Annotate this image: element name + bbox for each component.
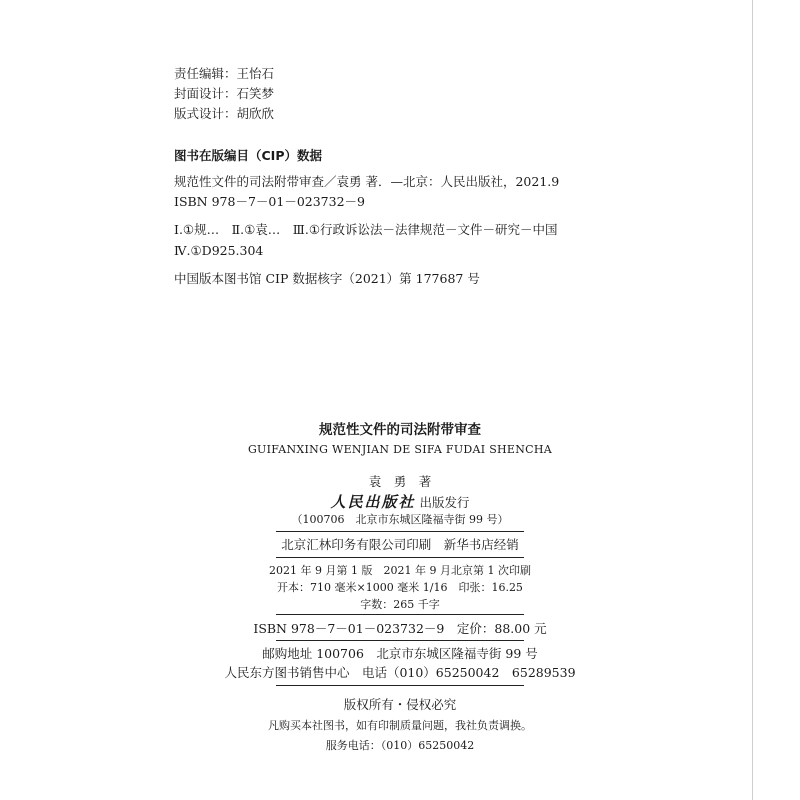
colophon-mail-address: 邮购地址 100706 北京市东城区隆福寺街 99 号 (262, 646, 538, 661)
cip-number: 中国版本图书馆 CIP 数据核字（2021）第 177687 号 (174, 271, 480, 286)
colophon-service-phone: 服务电话：（010）65250042 (325, 739, 475, 752)
credit-layout: 版式设计：胡欣欣 (174, 106, 275, 121)
colophon-publisher (0, 494, 800, 511)
colophon-pinyin: GUIFANXING WENJIAN DE SIFA FUDAI SHENCHA (247, 443, 553, 456)
colophon-word-count: 字数：265 千字 (360, 598, 440, 611)
cip-heading: 图书在版编目（CIP）数据 (174, 148, 322, 163)
publisher-suffix: 出版发行 (419, 495, 470, 510)
colophon-address: （100706 北京市东城区隆福寺街 99 号） (291, 513, 509, 526)
colophon-title: 规范性文件的司法附带审查 (319, 422, 481, 438)
divider-rule (276, 640, 524, 641)
divider-rule (276, 557, 524, 558)
colophon-notice: 凡购买本社图书，如有印制质量问题，我社负责调换。 (268, 719, 532, 732)
cip-classification-line-2: Ⅳ.①D925.304 (174, 243, 264, 258)
divider-rule (276, 685, 524, 686)
cip-isbn-line: ISBN 978－7－01－023732－9 (174, 194, 365, 209)
cip-title-line: 规范性文件的司法附带审查／袁勇 著．—北京：人民出版社，2021.9 (174, 174, 560, 189)
publisher-logo: 人民出版社 (330, 493, 416, 511)
divider-rule (276, 614, 524, 615)
colophon-sales-center: 人民东方图书销售中心 电话（010）65250042 65289539 (224, 665, 576, 680)
colophon-edition: 2021 年 9 月第 1 版 2021 年 9 月北京第 1 次印刷 (269, 564, 531, 577)
colophon-printer: 北京汇林印务有限公司印刷 新华书店经销 (281, 537, 519, 552)
colophon-isbn-price: ISBN 978－7－01－023732－9 定价：88.00 元 (253, 621, 547, 636)
colophon-format: 开本：710 毫米×1000 毫米 1/16 印张：16.25 (277, 581, 523, 594)
colophon-rights: 版权所有・侵权必究 (343, 697, 457, 712)
credit-editor: 责任编辑：王怡石 (174, 66, 275, 81)
credit-cover: 封面设计：石笑梦 (174, 86, 275, 101)
divider-rule (276, 531, 524, 532)
colophon-author: 袁 勇 著 (368, 474, 432, 489)
cip-classification-line-1: Ⅰ.①规… Ⅱ.①袁… Ⅲ.①行政诉讼法－法律规范－文件－研究－中国 (174, 222, 558, 237)
